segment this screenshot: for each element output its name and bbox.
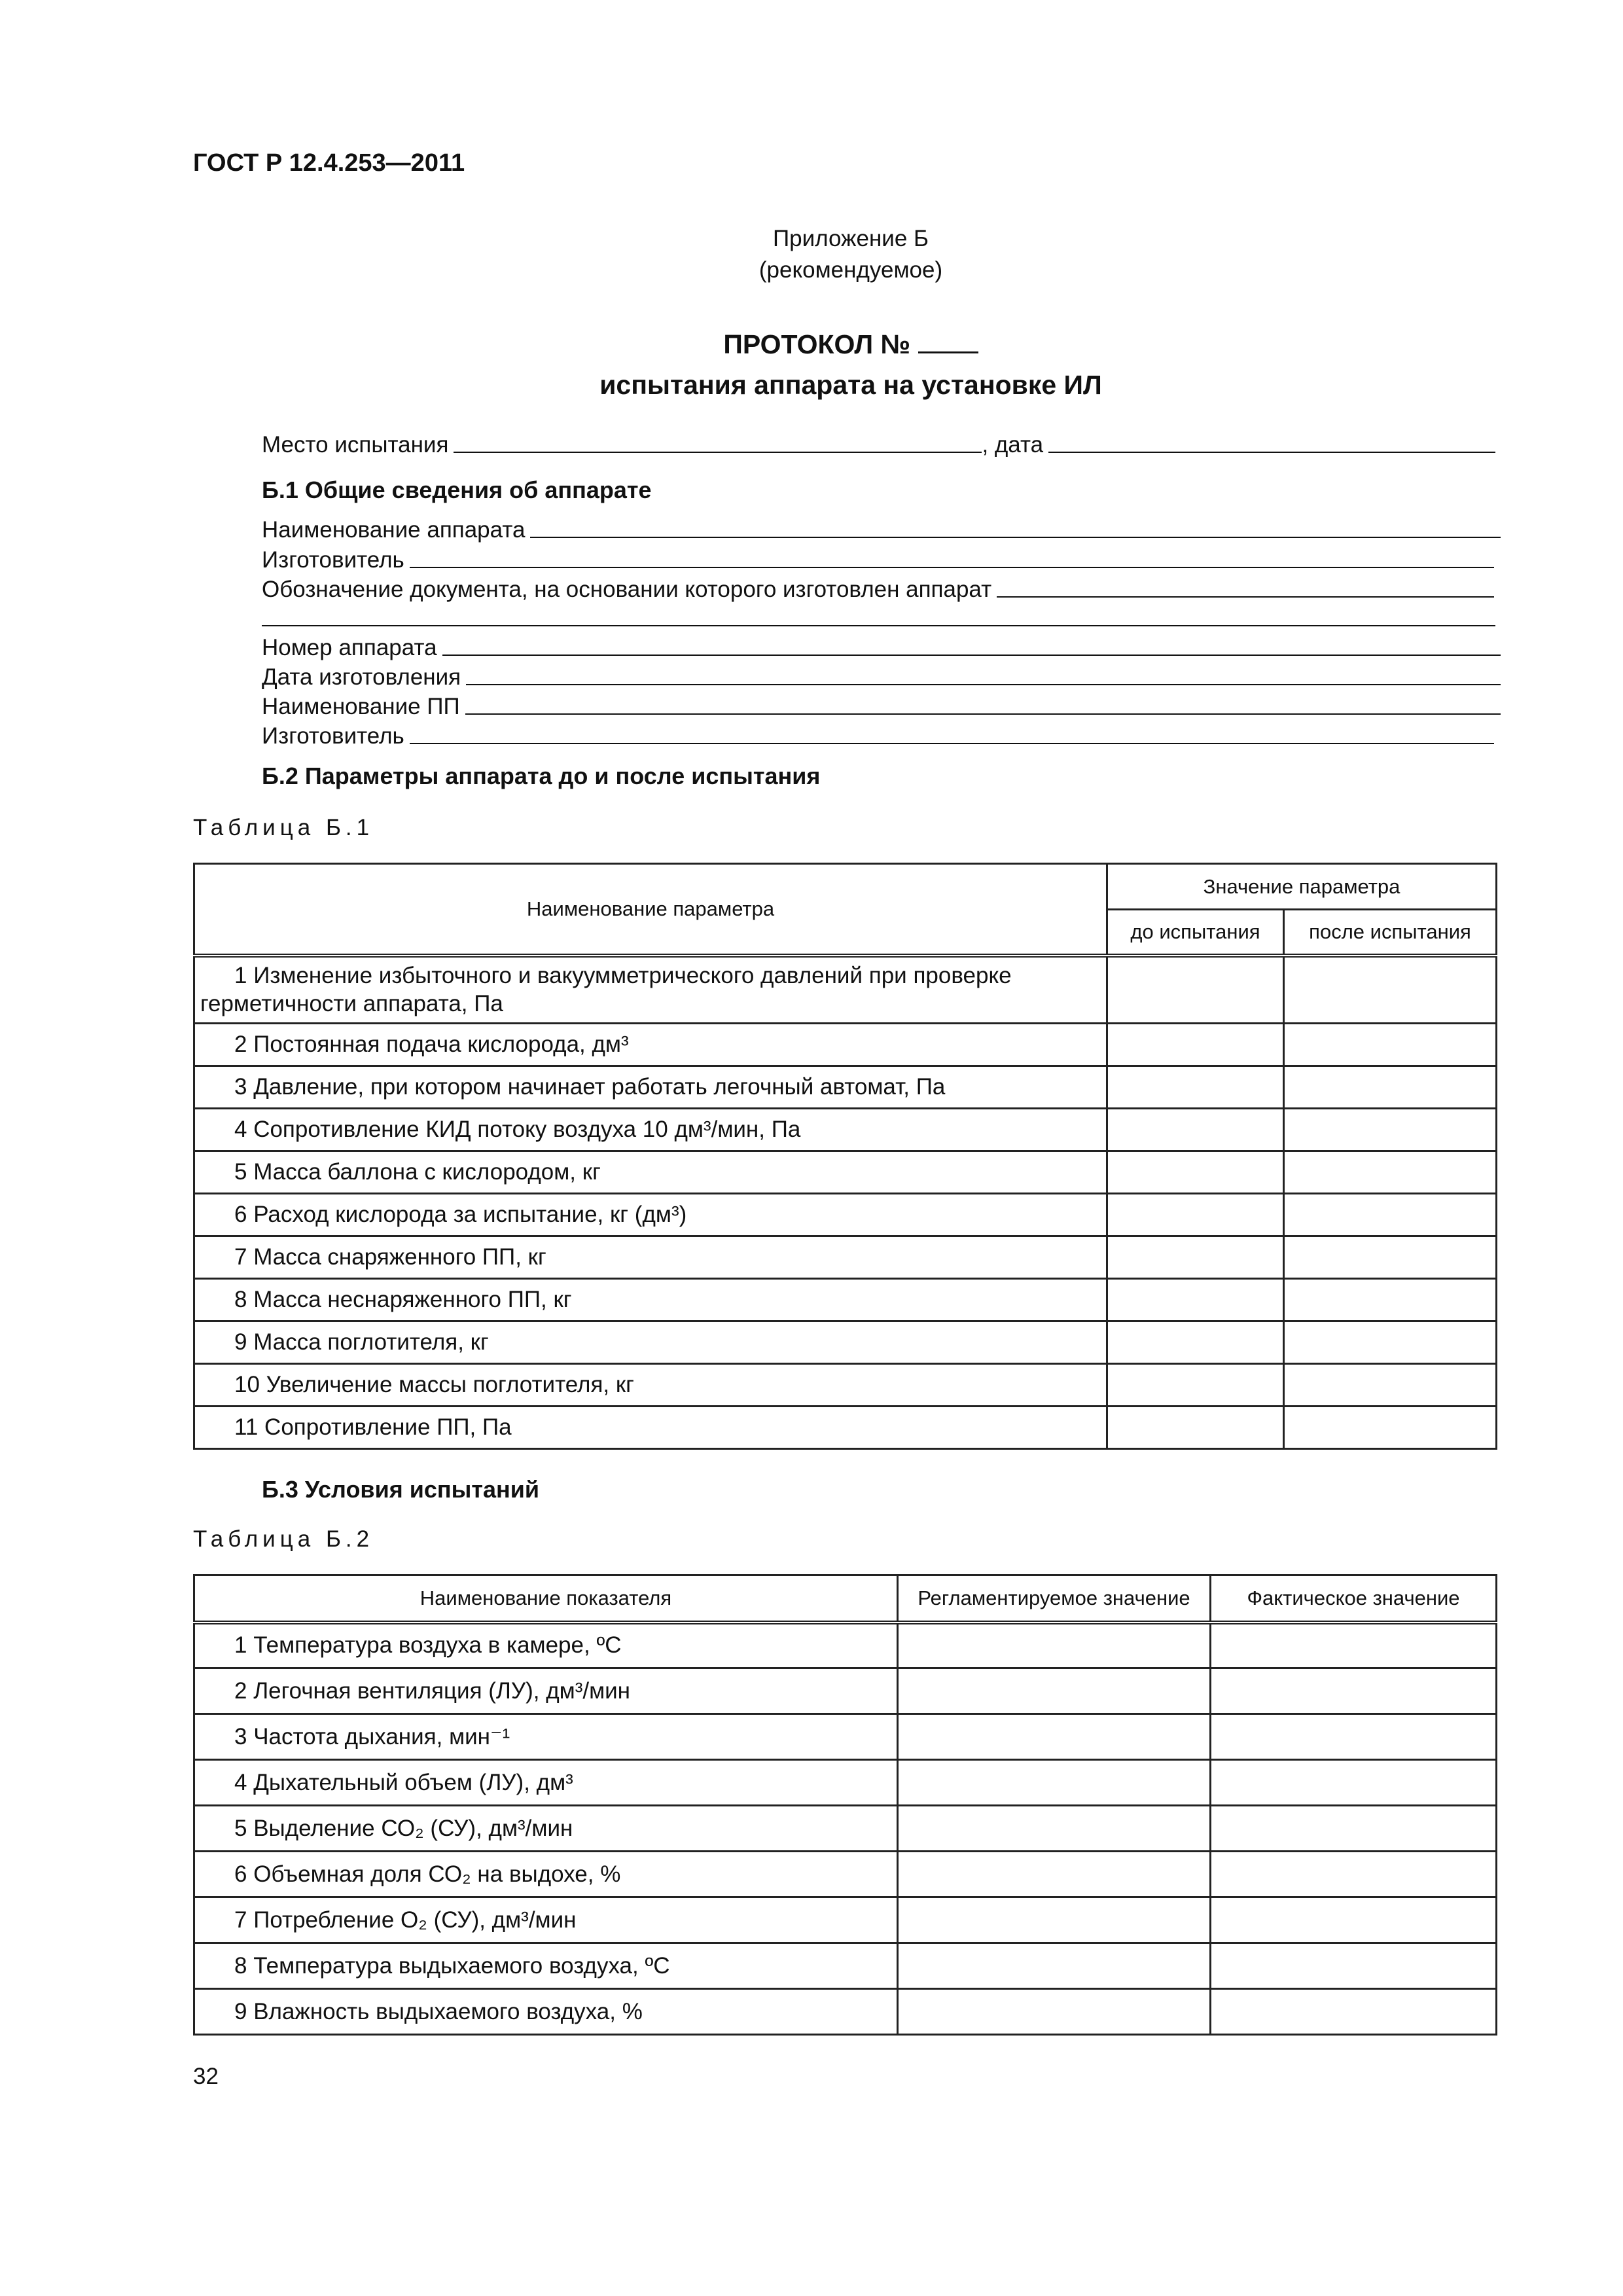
column-header: Фактическое значение [1211,1575,1497,1623]
row-label: 1 Температура воздуха в камере, ºС [194,1623,898,1668]
table-b2 [193,1574,1497,2036]
standard-code: ГОСТ Р 12.4.253—2011 [193,149,465,177]
field-label: Номер аппарата [262,635,437,660]
table-row [194,1364,1497,1407]
field-input-device-number[interactable] [442,655,1501,656]
value-cell-before[interactable] [1107,956,1284,1024]
protocol-title [0,329,1623,360]
table-row [194,1852,1497,1897]
regulated-value-cell[interactable] [898,1668,1211,1714]
actual-value-cell[interactable] [1211,1943,1497,1989]
table-row [194,1897,1497,1943]
actual-value-cell[interactable] [1211,1989,1497,2035]
value-cell-before[interactable] [1107,1407,1284,1449]
protocol-number-blank[interactable] [918,332,978,353]
value-cell-after[interactable] [1284,1407,1497,1449]
regulated-value-cell[interactable] [898,1806,1211,1852]
row-label: 9 Масса поглотителя, кг [194,1321,1107,1364]
table-row [194,1760,1497,1806]
page-number: 32 [193,2064,219,2089]
row-label: 6 Расход кислорода за испытание, кг (дм³) [194,1194,1107,1236]
value-cell-after[interactable] [1284,956,1497,1024]
row-label: 6 Объемная доля СО₂ на выдохе, % [194,1852,898,1897]
regulated-value-cell[interactable] [898,1623,1211,1668]
field-continuation-line[interactable] [262,625,1495,626]
value-cell-after[interactable] [1284,1279,1497,1321]
table-row [194,1236,1497,1279]
annex-subtitle: (рекомендуемое) [758,257,943,283]
place-label: Место испытания [262,432,449,457]
value-cell-before[interactable] [1107,1321,1284,1364]
field-row-device-name [262,512,1501,541]
value-cell-before[interactable] [1107,1066,1284,1109]
section-b2-title: Б.2 Параметры аппарата до и после испытания [262,762,821,789]
table-row [194,1321,1497,1364]
row-label: 4 Сопротивление КИД потоку воздуха 10 дм³/мин, Па [194,1109,1107,1151]
date-field[interactable] [1048,452,1495,453]
value-cell-after[interactable] [1284,1109,1497,1151]
table-row [194,1194,1497,1236]
field-label: Наименование ПП [262,694,460,719]
field-input-device-name[interactable] [530,537,1501,538]
table-row [194,1151,1497,1194]
table-row [194,956,1497,1024]
place-field[interactable] [454,452,982,453]
row-label: 7 Потребление О₂ (СУ), дм³/мин [194,1897,898,1943]
value-cell-before[interactable] [1107,1194,1284,1236]
field-label: Дата изготовления [262,664,461,690]
value-cell-after[interactable] [1284,1151,1497,1194]
row-label: 11 Сопротивление ПП, Па [194,1407,1107,1449]
row-label: 3 Частота дыхания, мин⁻¹ [194,1714,898,1760]
value-cell-before[interactable] [1107,1279,1284,1321]
row-label: 7 Масса снаряженного ПП, кг [194,1236,1107,1279]
table-b1-caption: Таблица Б.1 [193,815,374,840]
table-header-row [194,864,1497,910]
table-b1 [193,863,1497,1450]
protocol-subtitle: испытания аппарата на установке ИЛ [599,370,1102,400]
actual-value-cell[interactable] [1211,1714,1497,1760]
row-label: 2 Легочная вентиляция (ЛУ), дм³/мин [194,1668,898,1714]
field-row-document [262,572,1494,601]
value-cell-before[interactable] [1107,1236,1284,1279]
table-row [194,1066,1497,1109]
value-cell-before[interactable] [1107,1364,1284,1407]
regulated-value-cell[interactable] [898,1943,1211,1989]
row-label: 1 Изменение избыточного и вакуумметрического давлений при проверке герметичности аппарата, Па [194,956,1107,1024]
row-label: 4 Дыхательный объем (ЛУ), дм³ [194,1760,898,1806]
table-row [194,1024,1497,1066]
table-b2-caption: Таблица Б.2 [193,1526,374,1552]
value-cell-after[interactable] [1284,1364,1497,1407]
field-input-document[interactable] [997,596,1494,598]
regulated-value-cell[interactable] [898,1714,1211,1760]
column-header: Регламентируемое значение [898,1575,1211,1623]
section-b3-title: Б.3 Условия испытаний [262,1476,540,1503]
field-label: Изготовитель [262,547,404,573]
row-label: 8 Температура выдыхаемого воздуха, ºС [194,1943,898,1989]
value-cell-before[interactable] [1107,1109,1284,1151]
value-cell-before[interactable] [1107,1024,1284,1066]
field-row-pp-manufacturer [262,719,1494,747]
table-row [194,1623,1497,1668]
field-row-manufacture-date [262,660,1501,689]
section-b1-title: Б.1 Общие сведения об аппарате [262,476,652,503]
row-label: 10 Увеличение массы поглотителя, кг [194,1364,1107,1407]
value-cell-after[interactable] [1284,1066,1497,1109]
table-row [194,1407,1497,1449]
row-label: 5 Масса баллона с кислородом, кг [194,1151,1107,1194]
field-input-manufacture-date[interactable] [466,684,1501,685]
regulated-value-cell[interactable] [898,1852,1211,1897]
date-label: , дата [982,432,1044,457]
column-header: Значение параметра [1107,864,1497,910]
field-input-pp-name[interactable] [465,713,1501,715]
table-row [194,1109,1497,1151]
column-header: после испытания [1284,910,1497,956]
row-label: 3 Давление, при котором начинает работать легочный автомат, Па [194,1066,1107,1109]
table-row [194,1943,1497,1989]
annex-title: Приложение Б [773,226,929,251]
table-row [194,1714,1497,1760]
row-label: 5 Выделение СО₂ (СУ), дм³/мин [194,1806,898,1852]
field-label: Изготовитель [262,723,404,749]
actual-value-cell[interactable] [1211,1852,1497,1897]
field-label: Наименование аппарата [262,517,526,543]
actual-value-cell[interactable] [1211,1623,1497,1668]
field-row-device-number [262,630,1501,659]
field-input-manufacturer[interactable] [410,567,1494,568]
table-row [194,1806,1497,1852]
regulated-value-cell[interactable] [898,1760,1211,1806]
value-cell-after[interactable] [1284,1321,1497,1364]
row-label: 2 Постоянная подача кислорода, дм³ [194,1024,1107,1066]
row-label: 8 Масса неснаряженного ПП, кг [194,1279,1107,1321]
field-label: Обозначение документа, на основании которого изготовлен аппарат [262,577,992,602]
field-input-pp-manufacturer[interactable] [410,743,1494,744]
field-row-manufacturer [262,543,1494,571]
actual-value-cell[interactable] [1211,1760,1497,1806]
table-header-row [194,1575,1497,1623]
regulated-value-cell[interactable] [898,1989,1211,2035]
table-row [194,1668,1497,1714]
value-cell-after[interactable] [1284,1194,1497,1236]
actual-value-cell[interactable] [1211,1897,1497,1943]
place-date-row [262,427,1495,456]
table-row [194,1279,1497,1321]
regulated-value-cell[interactable] [898,1897,1211,1943]
value-cell-after[interactable] [1284,1024,1497,1066]
field-row-pp-name [262,689,1501,718]
table-row [194,1989,1497,2035]
protocol-title-text: ПРОТОКОЛ № [723,329,911,359]
value-cell-after[interactable] [1284,1236,1497,1279]
actual-value-cell[interactable] [1211,1806,1497,1852]
row-label: 9 Влажность выдыхаемого воздуха, % [194,1989,898,2035]
actual-value-cell[interactable] [1211,1668,1497,1714]
column-header: Наименование параметра [194,864,1107,956]
value-cell-before[interactable] [1107,1151,1284,1194]
column-header: до испытания [1107,910,1284,956]
column-header: Наименование показателя [194,1575,898,1623]
